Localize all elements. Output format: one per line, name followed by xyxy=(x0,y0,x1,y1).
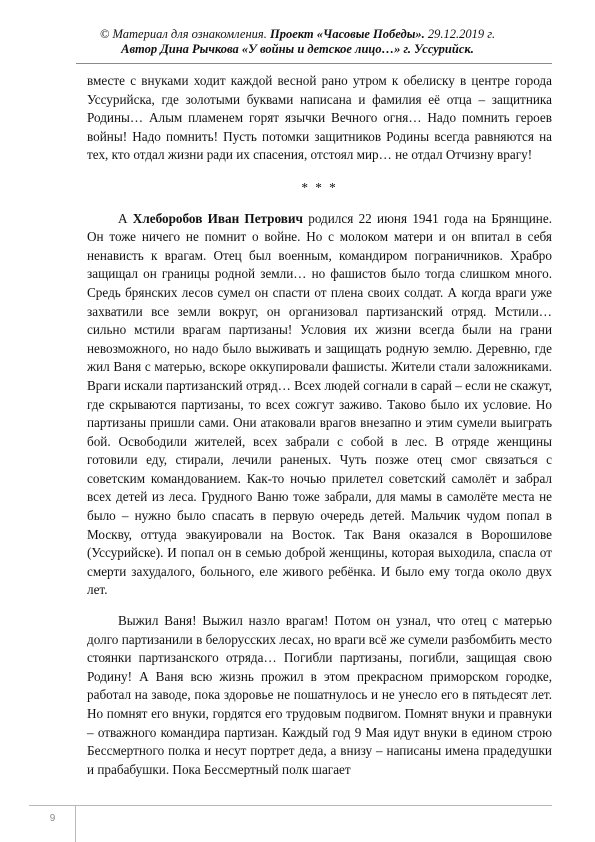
header-date: 29.12.2019 г. xyxy=(424,27,496,41)
header-project: Проект «Часовые Победы». xyxy=(269,27,425,41)
header-copyright: © Материал для ознакомления. xyxy=(99,27,270,41)
header-author: Автор Дина Рычкова «У войны и детское лицо…» г. Уссурийск. xyxy=(121,42,474,56)
paragraph-3: Выжил Ваня! Выжил назло врагам! Потом он узнал, что отец с матерью долго партизанили в белорусских лесах, но враги всё же сумели разбомбить место стоянки партизанского отряда… Погибли партизаны, погибли, защищая свою Родину! А Ваня всю жизнь прожил в этом прекрасном приморском городке, работал на заводе, пока здоровье не пошатнулось и не унесло его в пятьдесят лет. Но помнят его внуки, гордятся его трудовым подвигом. Помнят внуки и правнуки – отважного командира партизан. Каждый год 9 Мая идут внуки в едином строю Бессмертного полка и несут портрет деда, а внизу – написаны имена прадедушки и прабабушки. Пока Бессмертный полк шагает xyxy=(87,613,552,777)
page-number: 9 xyxy=(49,813,56,824)
footer-rule xyxy=(76,805,552,806)
page-header xyxy=(0,27,595,57)
paragraph-1: вместе с внуками ходит каждой весной рано утром к обелиску в центре города Уссурийска, где золотыми буквами написана и фамилия её отца – защитника Родины… Алым пламенем горят язычки Вечного огня… Надо помнить героев войны! Надо помнить! Пусть потомки защитников Родины всегда равняются на тех, кто отдал жизни ради их спасения, отстоял мир… не отдал Отчизну врагу! xyxy=(87,73,552,163)
header-line-1 xyxy=(0,27,595,42)
page-number-box xyxy=(29,805,76,842)
paragraph-2-lead: А xyxy=(118,210,133,226)
person-name: Хлеборобов Иван Петрович xyxy=(132,210,303,226)
body-text xyxy=(87,72,552,779)
header-rule xyxy=(76,63,552,64)
paragraph-2-text: родился 22 июня 1941 года на Брянщине. Он тоже ничего не помнит о войне. Но с молоком матери и он впитал в себя ненависть к врагам. Отец был военным, командиром пограничников. Храбро защищал он границы родной земли… но фашистов было тогда слишком много. Средь брянских лесов сумел он спасти от плена своих солдат. А когда враги уже захватили все земли вокруг, он организовал партизанский отряд. Мстили… сильно мстили врагам партизаны! Условия их жизни всегда были на грани невозможного, но надо было выживать и защищать родную землю. Деревню, где жил Ваня с матерью, вскоре оккупировали фашисты. Жители стали заложниками. Враги искали партизанский отряд… Всех людей согнали в сарай – если не скажут, где скрываются партизаны, то всех сожгут заживо. Таково было их условие. Но партизаны пришли сами. Они атаковали врагов внезапно и этим сумели выиграть бой. Освободили жителей, всех забрали с собой в лес. В отряде женщины готовили еду, стирали, лечили раненых. Чуть позже отец смог связаться с советским командованием. Как-то ночью прилетел советский самолёт и забрал всех детей из леса. Грудного Ваню тоже забрали, для мамы в самолёте места не было – нужно было спасать в первую очередь детей. Мальчик чудом попал в Москву, оттуда эвакуировали на Восток. Так Ваня оказался в Ворошилове (Уссурийске). И попал он в семью доброй женщины, которая выходила, спасла от смерти захудалого, больного, еле живого ребёнка. И было ему тогда около двух лет. xyxy=(87,210,552,598)
header-line-2 xyxy=(0,42,595,57)
paragraph-2 xyxy=(87,210,552,600)
section-separator: * * * xyxy=(301,179,338,195)
